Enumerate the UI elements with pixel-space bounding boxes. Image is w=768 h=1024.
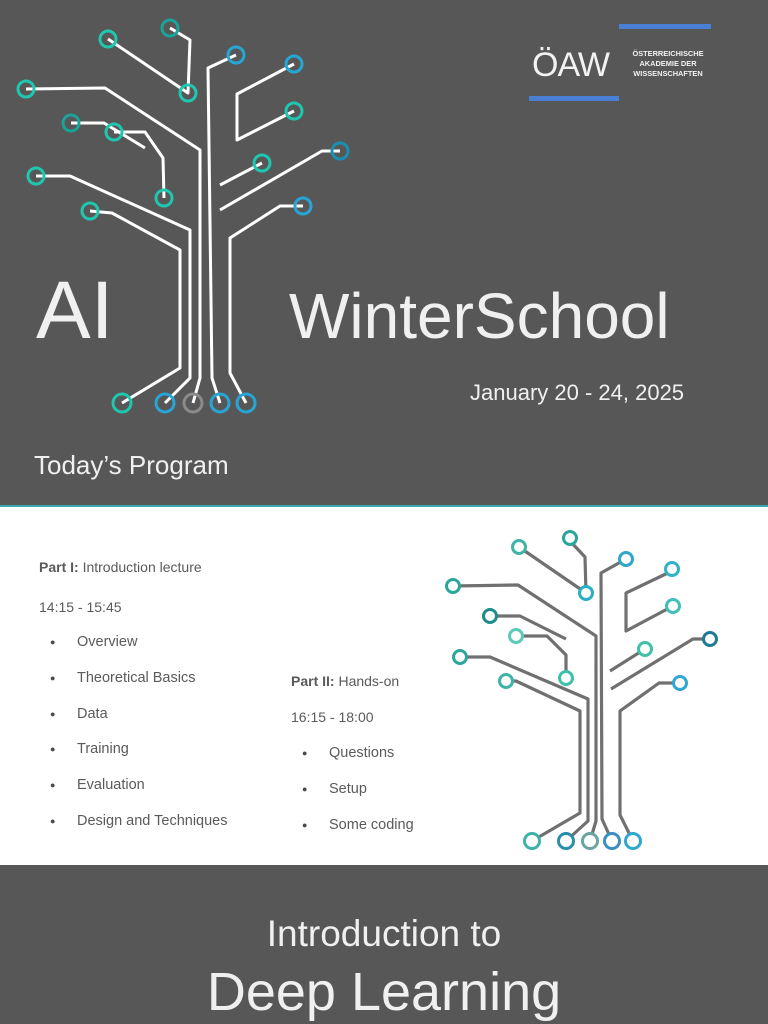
list-item: ● Questions — [291, 745, 414, 781]
header-section — [0, 0, 768, 505]
logo-name-line: AKADEMIE DER — [639, 59, 697, 68]
oeaw-logo — [528, 24, 714, 104]
program-panel — [0, 505, 768, 865]
list-item: ● Some coding — [291, 817, 414, 853]
part1-label: Part I: — [39, 559, 79, 575]
list-item: ● Overview — [39, 634, 227, 670]
event-dates: January 20 - 24, 2025 — [470, 380, 685, 405]
course-title-line1: Introduction to — [266, 913, 502, 954]
part1-heading — [39, 559, 202, 575]
list-item: ● Evaluation — [39, 777, 227, 813]
course-title-line2: Deep Learning — [206, 962, 562, 1022]
circuit-tree-icon — [440, 529, 730, 859]
part2-title: Hands-on — [334, 673, 400, 689]
list-item: ● Training — [39, 741, 227, 777]
logo-name — [626, 49, 710, 79]
list-item: ● Data — [39, 706, 227, 742]
list-item: ● Theoretical Basics — [39, 670, 227, 706]
logo-name-line: WISSENSCHAFTEN — [633, 69, 703, 78]
ai-title: AI — [36, 265, 114, 356]
part1-title: Introduction lecture — [78, 559, 202, 575]
winter-school-title: WinterSchool — [289, 280, 670, 352]
part1-topic-list — [39, 634, 227, 849]
logo-name-line: ÖSTERREICHISCHE — [632, 49, 704, 58]
program-heading: Today’s Program — [34, 450, 229, 480]
part2-time: 16:15 - 18:00 — [291, 709, 374, 725]
logo-accent-bar — [619, 24, 711, 29]
part2-heading — [291, 673, 399, 689]
list-item: ● Design and Techniques — [39, 813, 227, 849]
part2-label: Part II: — [291, 673, 335, 689]
part2-topic-list — [291, 745, 414, 852]
logo-mark: ÖAW — [532, 46, 609, 84]
part1-time: 14:15 - 15:45 — [39, 599, 122, 615]
list-item: ● Setup — [291, 781, 414, 817]
footer-section — [0, 865, 768, 1024]
logo-accent-bar — [529, 96, 619, 101]
